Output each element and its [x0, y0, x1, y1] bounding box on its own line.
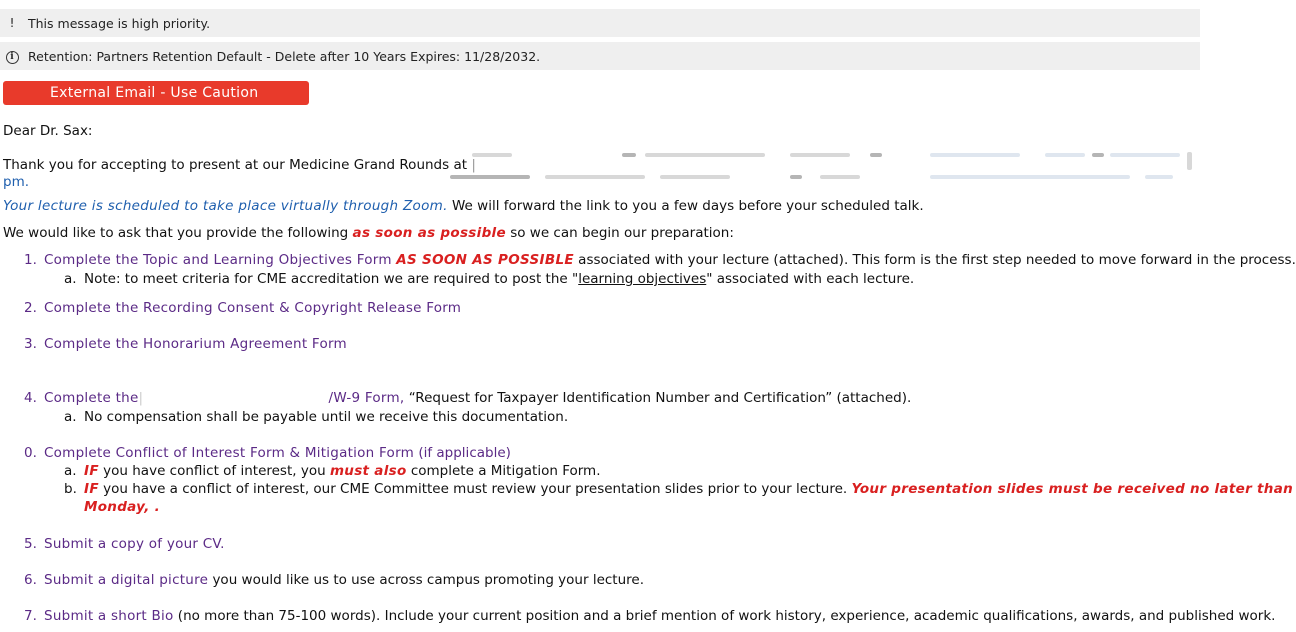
intro-line: Thank you for accepting to present at our Medicine Grand Rounds at |	[3, 157, 476, 173]
if-applicable-note: (if applicable)	[414, 445, 511, 461]
item-number: 4.	[24, 390, 37, 406]
sub-text-a: you have conflict of interest, you	[98, 463, 330, 479]
intro-continuation: pm.	[3, 174, 30, 190]
sub-text-b: " associated with each lecture.	[706, 271, 915, 287]
must-also-emphasis: must also	[329, 463, 407, 479]
redacted-gap: |	[138, 390, 144, 406]
item-1-rest: associated with your lecture (attached). This form is the first step needed to move forward in the process.	[573, 252, 1296, 268]
honorarium-form-link[interactable]: Complete the Honorarium Agreement Form	[44, 336, 347, 352]
list-item-4	[24, 390, 1194, 406]
learning-objectives-link[interactable]: learning objectives	[578, 271, 707, 287]
request-text-a: We would like to ask that you provide the following	[3, 225, 353, 241]
topic-objectives-form-link[interactable]: Complete the Topic and Learning Objectives Form	[44, 252, 397, 268]
item-number: 1.	[24, 252, 37, 268]
request-text-b: so we can begin our preparation:	[505, 225, 734, 241]
conflict-of-interest-form-link[interactable]: Complete Conflict of Interest Form & Mitigation Form	[44, 445, 415, 461]
caution-text: External Email - Use Caution	[50, 85, 259, 101]
list-item-3	[24, 336, 347, 352]
list-item-2	[24, 300, 461, 316]
request-emphasis: as soon as possible	[352, 225, 506, 241]
list-item-6	[24, 536, 225, 552]
item-number: 3.	[24, 336, 37, 352]
priority-text: This message is high priority.	[28, 15, 211, 31]
sub-letter: a.	[64, 271, 77, 287]
sub-text-a: Note: to meet criteria for CME accreditation we are required to post the "	[84, 271, 579, 287]
sub-text: No compensation shall be payable until we receive this documentation.	[84, 409, 569, 425]
list-item-4a	[64, 409, 568, 425]
w9-form-link[interactable]: /W-9 Form,	[328, 390, 405, 406]
intro-text: Thank you for accepting to present at our Medicine Grand Rounds at	[3, 157, 468, 173]
greeting: Dear Dr. Sax:	[3, 123, 93, 139]
list-item-1a	[64, 271, 914, 287]
item-7-rest: you would like us to use across campus promoting your lecture.	[208, 572, 644, 588]
exclamation-icon: !	[9, 16, 15, 30]
submit-picture-link[interactable]: Submit a digital picture	[44, 572, 209, 588]
list-item-5a	[64, 463, 601, 479]
item-number: 7.	[24, 608, 37, 624]
recording-consent-form-link[interactable]: Complete the Recording Consent & Copyright Release Form	[44, 300, 462, 316]
list-item-8	[24, 608, 1275, 624]
submit-cv-link[interactable]: Submit a copy of your CV.	[44, 536, 225, 552]
list-item-1	[24, 252, 1296, 268]
w9-form-link-start[interactable]: Complete the	[44, 390, 139, 406]
if-emphasis: IF	[84, 481, 99, 497]
sub-letter: a.	[64, 463, 77, 479]
item-number: 6.	[24, 572, 37, 588]
slides-deadline-date: Monday, .	[84, 499, 161, 515]
external-email-caution-label	[3, 81, 309, 105]
item-number: 2.	[24, 300, 37, 316]
item-number: 5.	[24, 536, 37, 552]
sub-text-b: complete a Mitigation Form.	[406, 463, 601, 479]
zoom-rest: We will forward the link to you a few days before your scheduled talk.	[447, 198, 924, 214]
zoom-line	[3, 198, 924, 214]
info-icon: i	[5, 48, 19, 64]
slides-deadline-emphasis: Your presentation slides must be received no later than	[851, 481, 1294, 497]
list-item-5	[24, 445, 511, 461]
sub-text-a: you have a conflict of interest, our CME Committee must review your presentation slides prior to your lecture.	[98, 481, 852, 497]
item-4-rest: “Request for Taxpayer Identification Number and Certification” (attached).	[404, 390, 912, 406]
high-priority-banner	[0, 9, 1200, 37]
retention-banner	[0, 42, 1200, 70]
asap-emphasis: AS SOON AS POSSIBLE	[396, 252, 574, 268]
zoom-emphasis: Your lecture is scheduled to take place virtually through Zoom.	[3, 198, 448, 214]
request-line	[3, 225, 734, 241]
sub-letter: a.	[64, 409, 77, 425]
submit-bio-link[interactable]: Submit a short Bio	[44, 608, 174, 624]
item-number: 0.	[24, 445, 37, 461]
retention-text: Retention: Partners Retention Default - Delete after 10 Years Expires: 11/28/2032.	[28, 48, 541, 64]
item-8-rest: (no more than 75-100 words). Include your current position and a brief mention of work history, experience, academic qualifications, awards, and published work.	[173, 608, 1276, 624]
list-item-7	[24, 572, 644, 588]
sub-letter: b.	[64, 481, 77, 497]
if-emphasis: IF	[84, 463, 99, 479]
list-item-5b	[64, 481, 1293, 497]
